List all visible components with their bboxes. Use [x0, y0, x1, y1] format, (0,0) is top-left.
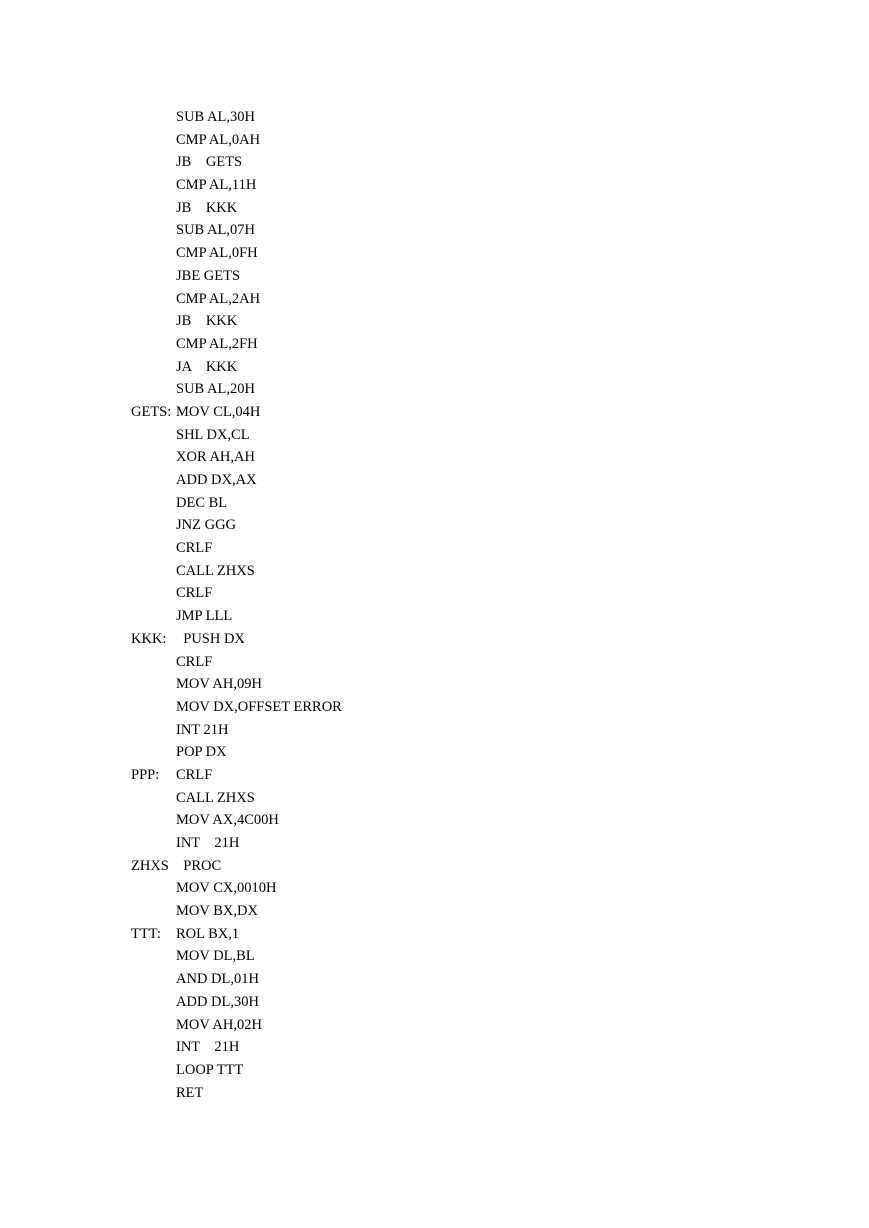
code-instruction: INT 21H — [176, 721, 229, 738]
code-label — [131, 991, 176, 1014]
code-line — [131, 696, 342, 719]
code-line — [131, 991, 342, 1014]
code-instruction: JMP LLL — [176, 608, 233, 625]
code-instruction: MOV AH,09H — [176, 676, 262, 693]
code-line — [131, 1014, 342, 1037]
code-label — [131, 1036, 176, 1059]
code-instruction: POP DX — [176, 744, 227, 761]
code-line — [131, 514, 342, 537]
code-line — [131, 764, 342, 787]
code-line — [131, 945, 342, 968]
code-instruction: MOV AX,4C00H — [176, 812, 279, 829]
code-line — [131, 492, 342, 515]
code-label — [131, 174, 176, 197]
code-label — [131, 605, 176, 628]
code-label: GETS: — [131, 403, 172, 420]
code-line — [131, 310, 342, 333]
code-label — [131, 492, 176, 515]
code-line — [131, 673, 342, 696]
code-line — [131, 356, 342, 379]
code-instruction: MOV CL,04H — [176, 403, 261, 420]
code-line — [131, 424, 342, 447]
code-line — [131, 923, 342, 946]
code-instruction: MOV AH,02H — [176, 1016, 262, 1033]
code-label — [131, 288, 176, 311]
code-line — [131, 537, 342, 560]
code-line — [131, 378, 342, 401]
code-instruction: DEC BL — [176, 494, 228, 511]
code-instruction: MOV BX,DX — [176, 903, 258, 920]
code-instruction: SHL DX,CL — [176, 426, 250, 443]
code-instruction: CRLF — [176, 766, 213, 783]
code-line — [131, 469, 342, 492]
code-instruction: ADD DL,30H — [176, 993, 259, 1010]
code-label — [131, 787, 176, 810]
code-instruction: AND DL,01H — [176, 971, 259, 988]
code-label — [131, 1059, 176, 1082]
assembly-code-listing — [131, 106, 342, 1104]
code-line — [131, 1082, 342, 1105]
code-line — [131, 787, 342, 810]
code-instruction: CALL ZHXS — [176, 562, 255, 579]
code-label — [131, 424, 176, 447]
code-instruction: INT 21H — [176, 1039, 240, 1056]
code-instruction: RET — [176, 1084, 204, 1101]
code-label — [131, 719, 176, 742]
code-line — [131, 560, 342, 583]
code-label: PPP: — [131, 766, 160, 783]
code-instruction: JNZ GGG — [176, 517, 237, 534]
code-instruction: JB GETS — [176, 154, 243, 171]
code-instruction: XOR AH,AH — [176, 449, 255, 466]
code-line — [131, 582, 342, 605]
code-label — [131, 310, 176, 333]
code-line — [131, 242, 342, 265]
code-line — [131, 151, 342, 174]
code-instruction: JB KKK — [176, 199, 238, 216]
code-line — [131, 446, 342, 469]
code-line — [131, 1059, 342, 1082]
code-label — [131, 582, 176, 605]
code-instruction: INT 21H — [176, 835, 240, 851]
code-label — [131, 673, 176, 696]
code-label — [131, 651, 176, 674]
code-label — [131, 809, 176, 832]
code-line — [131, 401, 342, 424]
code-instruction: SUB AL,30H — [176, 109, 255, 125]
code-instruction: CMP AL,0FH — [176, 245, 258, 262]
code-instruction: CRLF — [176, 585, 213, 602]
code-instruction: SUB AL,07H — [176, 222, 255, 239]
code-instruction: SUB AL,20H — [176, 381, 255, 398]
code-label — [131, 151, 176, 174]
code-label — [131, 741, 176, 764]
code-instruction: JBE GETS — [176, 267, 241, 284]
code-instruction: MOV DL,BL — [176, 948, 255, 965]
code-instruction: CMP AL,2FH — [176, 335, 258, 352]
code-label — [131, 1082, 176, 1105]
code-label — [131, 832, 176, 855]
code-instruction: MOV CX,0010H — [176, 880, 277, 897]
code-label: TTT: — [131, 925, 161, 942]
code-line — [131, 809, 342, 832]
code-line — [131, 265, 342, 288]
code-label — [131, 129, 176, 152]
code-label — [131, 968, 176, 991]
code-label — [131, 696, 176, 719]
code-label: KKK: — [131, 630, 167, 647]
code-label — [131, 945, 176, 968]
code-line — [131, 628, 342, 651]
code-instruction: MOV DX,OFFSET ERROR — [176, 698, 342, 715]
code-label — [131, 265, 176, 288]
code-line — [131, 219, 342, 242]
code-label — [131, 1014, 176, 1037]
code-instruction: ROL BX,1 — [176, 925, 240, 942]
code-label — [131, 333, 176, 356]
code-line — [131, 174, 342, 197]
code-line — [131, 333, 342, 356]
code-instruction: CALL ZHXS — [176, 789, 255, 806]
code-line — [131, 900, 342, 923]
code-label — [131, 242, 176, 265]
code-line — [131, 651, 342, 674]
code-label — [131, 469, 176, 492]
code-label — [131, 197, 176, 220]
code-instruction: PROC — [176, 857, 222, 874]
code-line — [131, 197, 342, 220]
code-line — [131, 719, 342, 742]
code-instruction: LOOP TTT — [176, 1061, 244, 1078]
code-label — [131, 106, 176, 129]
code-line — [131, 129, 342, 152]
code-instruction: CMP AL,2AH — [176, 290, 261, 307]
code-instruction: CRLF — [176, 653, 213, 670]
code-label — [131, 514, 176, 537]
code-line — [131, 877, 342, 900]
code-label — [131, 356, 176, 379]
code-label — [131, 537, 176, 560]
code-instruction: CMP AL,11H — [176, 177, 257, 194]
code-instruction: CMP AL,0AH — [176, 131, 261, 148]
code-line — [131, 106, 342, 129]
code-label — [131, 378, 176, 401]
code-line — [131, 855, 342, 878]
code-instruction: ADD DX,AX — [176, 472, 257, 488]
code-line — [131, 288, 342, 311]
code-label: ZHXS — [131, 857, 169, 874]
code-label — [131, 219, 176, 242]
code-line — [131, 741, 342, 764]
code-instruction: PUSH DX — [176, 630, 245, 647]
code-instruction: JA KKK — [176, 358, 238, 375]
code-line — [131, 605, 342, 628]
code-line — [131, 1036, 342, 1059]
code-label — [131, 877, 176, 900]
code-line — [131, 968, 342, 991]
code-label — [131, 560, 176, 583]
code-instruction: CRLF — [176, 540, 213, 557]
code-label — [131, 446, 176, 469]
code-line — [131, 832, 342, 855]
code-label — [131, 900, 176, 923]
code-instruction: JB KKK — [176, 313, 238, 330]
